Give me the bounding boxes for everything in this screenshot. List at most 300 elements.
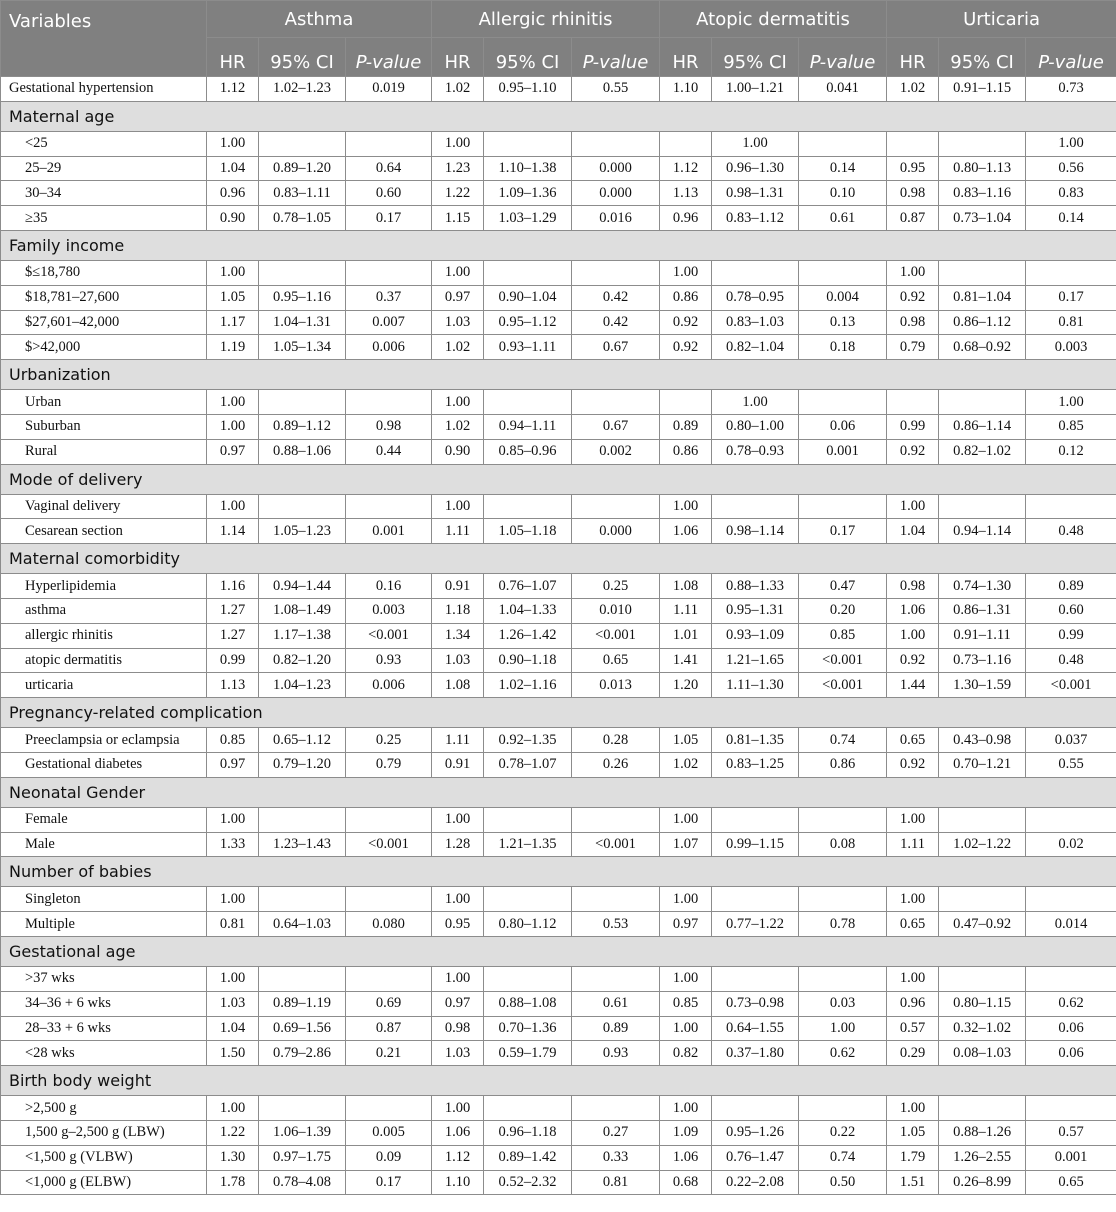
table-row <box>1 648 1116 673</box>
p-value-cell: 0.79 <box>346 752 432 777</box>
hr-cell: 1.06 <box>660 1145 712 1170</box>
table-row <box>1 832 1116 857</box>
section-label: Neonatal Gender <box>1 777 1116 807</box>
hr-cell <box>660 390 712 415</box>
p-value-cell: 0.17 <box>799 519 887 544</box>
table-row <box>1 673 1116 698</box>
hr-cell: 1.78 <box>207 1170 259 1195</box>
hr-cell: 1.12 <box>660 156 712 181</box>
p-value-cell: 0.17 <box>346 206 432 231</box>
hr-cell: 1.23 <box>432 156 484 181</box>
hr-cell: 1.05 <box>887 1120 939 1145</box>
p-value-cell <box>1026 494 1116 519</box>
ci-cell: 0.74–1.30 <box>939 574 1026 599</box>
p-value-cell: 0.09 <box>346 1145 432 1170</box>
hr-cell: 0.97 <box>207 439 259 464</box>
table-row <box>1 623 1116 648</box>
p-value-cell: 0.61 <box>799 206 887 231</box>
hr-cell: 1.00 <box>207 260 259 285</box>
hr-cell: 0.90 <box>432 439 484 464</box>
ci-header: 95% CI <box>259 38 346 77</box>
table-row <box>1 1016 1116 1041</box>
hr-cell: 1.00 <box>887 623 939 648</box>
hr-cell: 0.96 <box>660 206 712 231</box>
p-value-cell: 0.26 <box>572 752 660 777</box>
ci-cell: 0.81–1.04 <box>939 285 1026 310</box>
hr-cell: 1.00 <box>207 887 259 912</box>
p-value-cell: 0.83 <box>1026 181 1116 206</box>
ci-cell: 0.52–2.32 <box>484 1170 572 1195</box>
p-value-cell: <0.001 <box>799 648 887 673</box>
hr-cell: 1.00 <box>887 966 939 991</box>
p-value-cell: 0.016 <box>572 206 660 231</box>
p-value-cell <box>1026 1096 1116 1121</box>
row-label: <28 wks <box>1 1041 207 1066</box>
hr-cell: 1.04 <box>207 156 259 181</box>
table-row <box>1 991 1116 1016</box>
ci-cell: 1.26–1.42 <box>484 623 572 648</box>
hr-cell: 1.00 <box>660 1096 712 1121</box>
ci-cell <box>712 887 799 912</box>
table-row <box>1 439 1116 464</box>
hr-header: HR <box>887 38 939 77</box>
table-row <box>1 1120 1116 1145</box>
p-value-cell: 0.000 <box>572 519 660 544</box>
hr-cell: 1.13 <box>660 181 712 206</box>
p-value-header: P-value <box>572 38 660 77</box>
table-row <box>1 519 1116 544</box>
ci-cell: 0.43–0.98 <box>939 728 1026 753</box>
ci-cell: 1.09–1.36 <box>484 181 572 206</box>
hr-cell: 0.85 <box>660 991 712 1016</box>
row-label: Singleton <box>1 887 207 912</box>
ci-cell: 0.78–4.08 <box>259 1170 346 1195</box>
ci-cell <box>259 1096 346 1121</box>
hr-cell: 0.92 <box>887 439 939 464</box>
ci-cell: 0.64–1.55 <box>712 1016 799 1041</box>
hr-cell: 0.65 <box>887 912 939 937</box>
p-value-cell: 0.99 <box>1026 623 1116 648</box>
ci-cell: 0.69–1.56 <box>259 1016 346 1041</box>
p-value-cell: 0.21 <box>346 1041 432 1066</box>
p-value-cell <box>346 807 432 832</box>
ci-cell: 0.94–1.44 <box>259 574 346 599</box>
ci-cell: 1.10–1.38 <box>484 156 572 181</box>
hr-cell: 0.79 <box>887 335 939 360</box>
p-value-cell: 0.37 <box>346 285 432 310</box>
ci-cell <box>484 966 572 991</box>
ci-cell <box>712 494 799 519</box>
p-value-cell: 0.17 <box>346 1170 432 1195</box>
ci-cell: 0.94–1.14 <box>939 519 1026 544</box>
section-row <box>1 544 1116 574</box>
ci-cell: 0.95–1.26 <box>712 1120 799 1145</box>
ci-cell: 1.08–1.49 <box>259 598 346 623</box>
ci-cell: 1.06–1.39 <box>259 1120 346 1145</box>
ci-cell: 1.17–1.38 <box>259 623 346 648</box>
p-value-cell <box>1026 807 1116 832</box>
ci-cell: 0.89–1.20 <box>259 156 346 181</box>
ci-cell: 0.89–1.12 <box>259 414 346 439</box>
p-value-cell: 0.25 <box>572 574 660 599</box>
p-value-cell <box>799 260 887 285</box>
ci-cell: 0.89–1.19 <box>259 991 346 1016</box>
p-value-cell <box>572 260 660 285</box>
p-value-cell <box>572 131 660 156</box>
ci-cell: 0.64–1.03 <box>259 912 346 937</box>
p-value-cell: 0.55 <box>1026 752 1116 777</box>
table-row <box>1 1096 1116 1121</box>
row-label: Preeclampsia or eclampsia <box>1 728 207 753</box>
ci-cell: 0.80–1.12 <box>484 912 572 937</box>
hr-cell: 1.00 <box>432 887 484 912</box>
table-header <box>1 1 1116 77</box>
ci-cell: 1.02–1.16 <box>484 673 572 698</box>
hr-cell: 1.05 <box>660 728 712 753</box>
hr-cell: 1.05 <box>207 285 259 310</box>
table-row <box>1 598 1116 623</box>
row-label: atopic dermatitis <box>1 648 207 673</box>
p-value-cell: 0.55 <box>572 77 660 102</box>
hr-cell: 1.12 <box>432 1145 484 1170</box>
p-value-cell: 0.014 <box>1026 912 1116 937</box>
hr-cell: 1.03 <box>207 991 259 1016</box>
row-label: Cesarean section <box>1 519 207 544</box>
hr-cell: 0.97 <box>660 912 712 937</box>
hr-cell: 1.02 <box>432 335 484 360</box>
table-row <box>1 1145 1116 1170</box>
section-label: Family income <box>1 230 1116 260</box>
p-value-cell: 0.20 <box>799 598 887 623</box>
p-value-cell <box>346 390 432 415</box>
hr-header: HR <box>207 38 259 77</box>
hr-cell: 1.33 <box>207 832 259 857</box>
p-value-cell: 0.69 <box>346 991 432 1016</box>
section-row <box>1 857 1116 887</box>
p-value-cell <box>572 807 660 832</box>
ci-cell: 0.79–2.86 <box>259 1041 346 1066</box>
section-label: Birth body weight <box>1 1066 1116 1096</box>
ci-cell: 0.94–1.11 <box>484 414 572 439</box>
ci-cell: 0.80–1.13 <box>939 156 1026 181</box>
ci-cell: 0.22–2.08 <box>712 1170 799 1195</box>
p-value-cell: 0.14 <box>799 156 887 181</box>
hr-cell: 1.08 <box>660 574 712 599</box>
p-value-cell: 1.00 <box>1026 390 1116 415</box>
p-value-cell: 0.10 <box>799 181 887 206</box>
p-value-cell: 0.010 <box>572 598 660 623</box>
hr-cell: 1.02 <box>432 77 484 102</box>
row-label: 25–29 <box>1 156 207 181</box>
p-value-cell: 0.005 <box>346 1120 432 1145</box>
p-value-cell <box>1026 260 1116 285</box>
p-value-cell: 0.74 <box>799 728 887 753</box>
ci-cell: 0.91–1.15 <box>939 77 1026 102</box>
hr-cell: 1.15 <box>432 206 484 231</box>
ci-cell: 1.05–1.34 <box>259 335 346 360</box>
hr-cell: 1.18 <box>432 598 484 623</box>
ci-cell: 1.21–1.65 <box>712 648 799 673</box>
p-value-cell: 0.48 <box>1026 648 1116 673</box>
ci-cell: 0.88–1.26 <box>939 1120 1026 1145</box>
hr-cell: 1.06 <box>660 519 712 544</box>
row-label: >37 wks <box>1 966 207 991</box>
hr-cell: 0.97 <box>432 991 484 1016</box>
ci-cell <box>712 807 799 832</box>
p-value-cell: 0.98 <box>346 414 432 439</box>
table-row <box>1 728 1116 753</box>
ci-cell: 0.88–1.06 <box>259 439 346 464</box>
p-value-cell: 0.002 <box>572 439 660 464</box>
ci-cell: 0.78–1.05 <box>259 206 346 231</box>
row-label: Vaginal delivery <box>1 494 207 519</box>
row-label: Gestational diabetes <box>1 752 207 777</box>
hr-cell: 1.11 <box>432 728 484 753</box>
hr-cell: 1.04 <box>207 1016 259 1041</box>
hr-cell: 0.98 <box>432 1016 484 1041</box>
ci-cell: 0.96–1.30 <box>712 156 799 181</box>
ci-cell: 1.26–2.55 <box>939 1145 1026 1170</box>
p-value-cell: 0.08 <box>799 832 887 857</box>
ci-cell: 1.05–1.18 <box>484 519 572 544</box>
hr-cell: 1.06 <box>432 1120 484 1145</box>
ci-cell: 0.32–1.02 <box>939 1016 1026 1041</box>
p-value-cell <box>346 966 432 991</box>
p-value-cell: 0.001 <box>346 519 432 544</box>
hr-cell: 1.11 <box>432 519 484 544</box>
p-value-cell: 0.27 <box>572 1120 660 1145</box>
ci-cell: 0.73–1.04 <box>939 206 1026 231</box>
hr-cell: 0.86 <box>660 285 712 310</box>
hr-cell: 1.00 <box>432 1096 484 1121</box>
hr-cell: 1.03 <box>432 310 484 335</box>
ci-cell: 1.30–1.59 <box>939 673 1026 698</box>
hr-cell: 0.89 <box>660 414 712 439</box>
hr-header: HR <box>660 38 712 77</box>
table-row <box>1 310 1116 335</box>
ci-cell: 1.04–1.31 <box>259 310 346 335</box>
hr-cell: 1.00 <box>887 887 939 912</box>
hr-cell: 1.27 <box>207 623 259 648</box>
ci-cell: 0.81–1.35 <box>712 728 799 753</box>
hr-cell: 0.95 <box>432 912 484 937</box>
p-value-cell: 0.25 <box>346 728 432 753</box>
hr-cell: 1.28 <box>432 832 484 857</box>
hr-cell: 0.92 <box>660 335 712 360</box>
hr-cell: 1.10 <box>432 1170 484 1195</box>
p-value-cell: <0.001 <box>346 623 432 648</box>
hr-cell: 1.06 <box>887 598 939 623</box>
hr-cell: 1.04 <box>887 519 939 544</box>
hr-cell: 0.99 <box>887 414 939 439</box>
ci-cell: 0.82–1.02 <box>939 439 1026 464</box>
hr-cell: 1.13 <box>207 673 259 698</box>
ci-cell: 0.95–1.12 <box>484 310 572 335</box>
variables-header: Variables <box>1 1 207 77</box>
ci-cell <box>939 966 1026 991</box>
hr-cell: 1.00 <box>660 807 712 832</box>
ci-cell: 0.98–1.14 <box>712 519 799 544</box>
hr-cell: 1.08 <box>432 673 484 698</box>
ci-cell: 0.86–1.14 <box>939 414 1026 439</box>
p-value-cell: 0.48 <box>1026 519 1116 544</box>
p-value-cell: 0.000 <box>572 181 660 206</box>
ci-cell <box>484 260 572 285</box>
hr-cell: 0.92 <box>660 310 712 335</box>
ci-cell: 0.95–1.31 <box>712 598 799 623</box>
p-value-cell: 0.93 <box>346 648 432 673</box>
ci-cell: 0.86–1.12 <box>939 310 1026 335</box>
p-value-cell: 0.57 <box>1026 1120 1116 1145</box>
p-value-cell: <0.001 <box>799 673 887 698</box>
hr-cell: 1.00 <box>207 807 259 832</box>
row-label: <25 <box>1 131 207 156</box>
table-row <box>1 494 1116 519</box>
hr-cell: 0.29 <box>887 1041 939 1066</box>
hr-cell: 1.00 <box>660 1016 712 1041</box>
ci-cell: 0.83–1.03 <box>712 310 799 335</box>
hr-cell: 1.00 <box>660 887 712 912</box>
ci-cell: 0.73–0.98 <box>712 991 799 1016</box>
hr-cell: 1.00 <box>432 494 484 519</box>
ci-cell: 0.90–1.18 <box>484 648 572 673</box>
p-value-cell <box>799 887 887 912</box>
table-row <box>1 807 1116 832</box>
ci-cell: 0.89–1.42 <box>484 1145 572 1170</box>
hr-cell: 1.09 <box>660 1120 712 1145</box>
hr-cell: 1.02 <box>660 752 712 777</box>
hr-cell <box>887 390 939 415</box>
ci-cell: 0.88–1.08 <box>484 991 572 1016</box>
row-label: Suburban <box>1 414 207 439</box>
hr-cell: 1.00 <box>207 966 259 991</box>
ci-cell <box>484 887 572 912</box>
section-row <box>1 360 1116 390</box>
table-row <box>1 1170 1116 1195</box>
ci-cell: 0.91–1.11 <box>939 623 1026 648</box>
hr-cell: 1.00 <box>207 390 259 415</box>
section-label: Maternal comorbidity <box>1 544 1116 574</box>
ci-cell: 1.03–1.29 <box>484 206 572 231</box>
p-value-cell: 0.001 <box>1026 1145 1116 1170</box>
ci-cell: 0.65–1.12 <box>259 728 346 753</box>
p-value-cell: 0.13 <box>799 310 887 335</box>
row-label: Urban <box>1 390 207 415</box>
row-label: $18,781–27,600 <box>1 285 207 310</box>
section-label: Gestational age <box>1 936 1116 966</box>
row-label: 28–33 + 6 wks <box>1 1016 207 1041</box>
table-row <box>1 131 1116 156</box>
p-value-cell: 0.041 <box>799 77 887 102</box>
table-row <box>1 77 1116 102</box>
hr-cell <box>887 131 939 156</box>
p-value-cell: 0.28 <box>572 728 660 753</box>
row-label: Hyperlipidemia <box>1 574 207 599</box>
p-value-cell: 0.53 <box>572 912 660 937</box>
section-row <box>1 1066 1116 1096</box>
ci-cell: 0.93–1.11 <box>484 335 572 360</box>
p-value-cell: 0.001 <box>799 439 887 464</box>
p-value-cell: 0.64 <box>346 156 432 181</box>
p-value-cell: <0.001 <box>346 832 432 857</box>
table-row <box>1 966 1116 991</box>
hr-cell: 0.97 <box>432 285 484 310</box>
ci-cell: 0.90–1.04 <box>484 285 572 310</box>
p-value-cell: 0.74 <box>799 1145 887 1170</box>
p-value-cell: 0.89 <box>1026 574 1116 599</box>
p-value-cell: 0.06 <box>799 414 887 439</box>
section-label: Pregnancy-related complication <box>1 698 1116 728</box>
ci-cell <box>259 966 346 991</box>
p-value-cell: 0.080 <box>346 912 432 937</box>
hr-cell: 1.03 <box>432 648 484 673</box>
hr-cell: 0.95 <box>887 156 939 181</box>
ci-cell: 0.08–1.03 <box>939 1041 1026 1066</box>
ci-cell <box>712 966 799 991</box>
ci-cell: 0.78–0.95 <box>712 285 799 310</box>
row-label: Female <box>1 807 207 832</box>
p-value-cell: 0.67 <box>572 335 660 360</box>
ci-cell <box>259 390 346 415</box>
ci-cell: 0.83–1.16 <box>939 181 1026 206</box>
hr-cell: 0.57 <box>887 1016 939 1041</box>
p-value-cell <box>1026 887 1116 912</box>
hr-cell: 1.79 <box>887 1145 939 1170</box>
hr-cell: 0.82 <box>660 1041 712 1066</box>
p-value-cell: 0.12 <box>1026 439 1116 464</box>
row-label: $27,601–42,000 <box>1 310 207 335</box>
hr-cell: 0.96 <box>887 991 939 1016</box>
hr-cell: 1.22 <box>432 181 484 206</box>
p-value-header: P-value <box>1026 38 1116 77</box>
p-value-cell <box>799 966 887 991</box>
ci-cell: 0.59–1.79 <box>484 1041 572 1066</box>
group-header-asthma: Asthma <box>207 1 432 38</box>
hr-cell: 1.22 <box>207 1120 259 1145</box>
p-value-cell: 0.003 <box>346 598 432 623</box>
ci-cell <box>259 807 346 832</box>
p-value-cell <box>346 131 432 156</box>
ci-cell <box>484 807 572 832</box>
section-label: Maternal age <box>1 101 1116 131</box>
table-row <box>1 414 1116 439</box>
table-body <box>1 77 1116 1195</box>
table-row <box>1 574 1116 599</box>
ci-cell: 0.99–1.15 <box>712 832 799 857</box>
p-value-cell: 0.62 <box>799 1041 887 1066</box>
hr-cell: 0.98 <box>887 181 939 206</box>
ci-cell: 1.02–1.22 <box>939 832 1026 857</box>
ci-cell: 0.79–1.20 <box>259 752 346 777</box>
row-label: urticaria <box>1 673 207 698</box>
ci-cell: 1.21–1.35 <box>484 832 572 857</box>
ci-cell: 0.37–1.80 <box>712 1041 799 1066</box>
hr-cell: 1.11 <box>660 598 712 623</box>
p-value-cell <box>799 131 887 156</box>
table-row <box>1 285 1116 310</box>
section-row <box>1 698 1116 728</box>
ci-cell: 0.47–0.92 <box>939 912 1026 937</box>
p-value-cell: 0.037 <box>1026 728 1116 753</box>
p-value-cell: 0.56 <box>1026 156 1116 181</box>
hr-cell: 1.41 <box>660 648 712 673</box>
p-value-header: P-value <box>346 38 432 77</box>
p-value-cell: 0.06 <box>1026 1041 1116 1066</box>
hr-cell: 1.00 <box>207 494 259 519</box>
p-value-cell <box>346 887 432 912</box>
p-value-cell <box>799 390 887 415</box>
ci-cell <box>259 494 346 519</box>
